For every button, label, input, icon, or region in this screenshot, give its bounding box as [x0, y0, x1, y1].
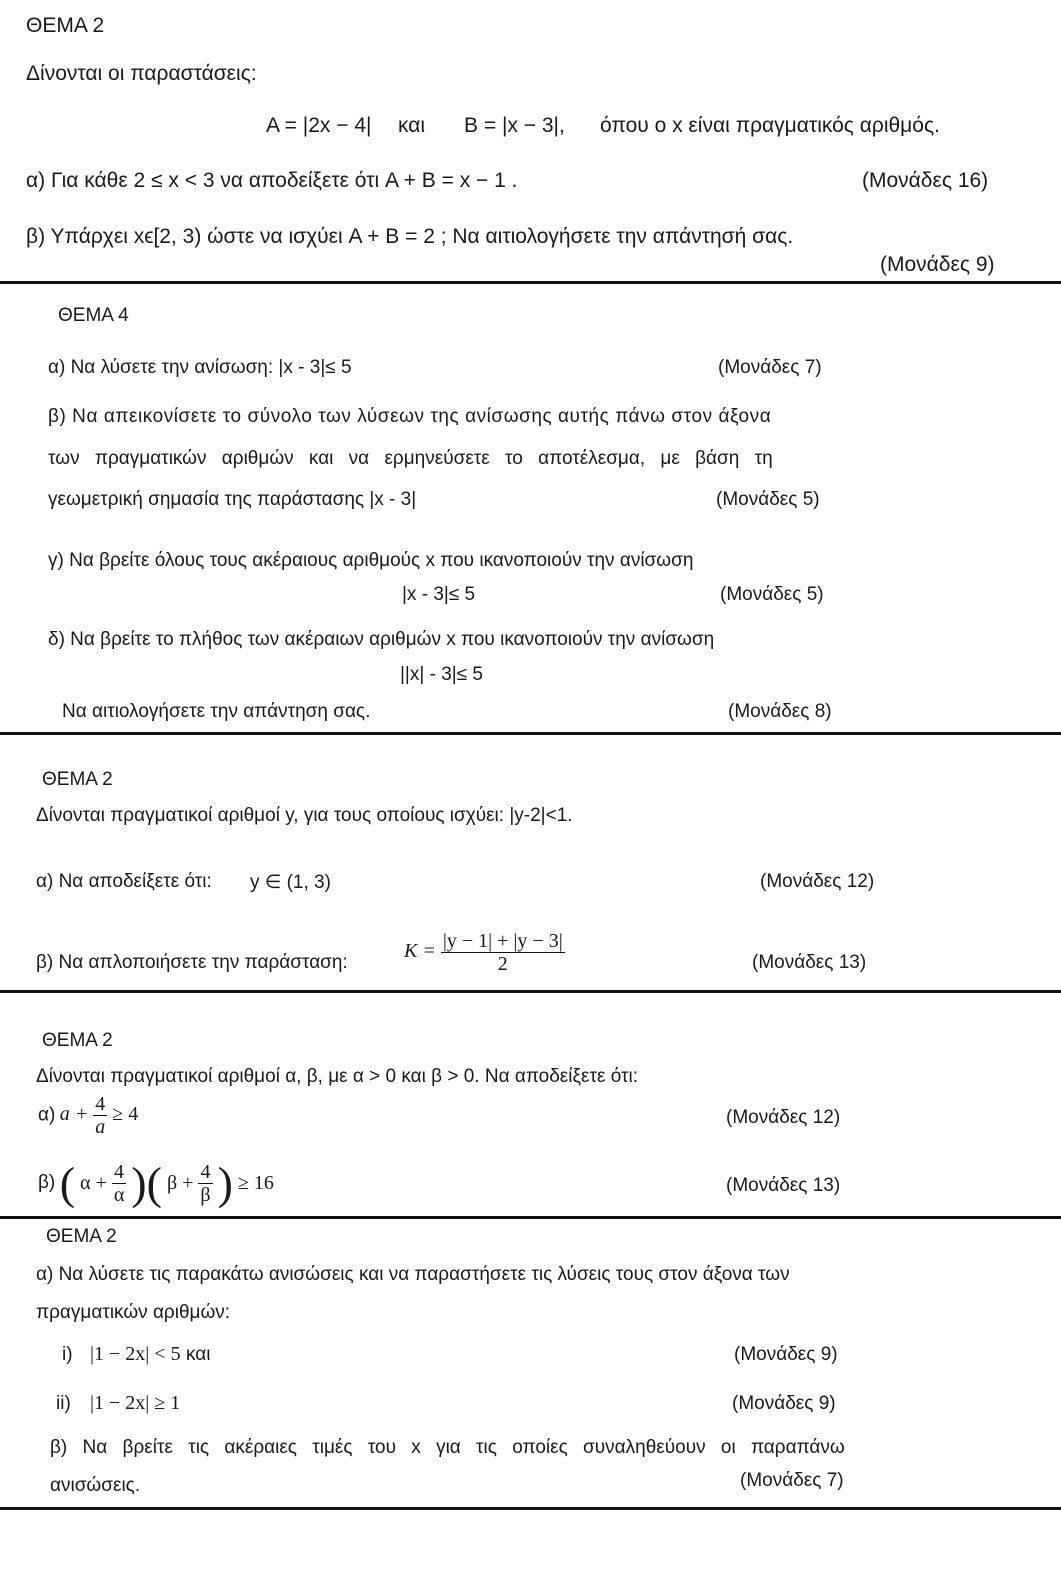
- block2-question-b-line3: γεωμετρική σημασία της παράστασης |x - 3|: [48, 489, 417, 510]
- block2-question-d-marks: (Μονάδες 8): [728, 701, 832, 722]
- block2-question-c-marks: (Μονάδες 5): [720, 584, 824, 605]
- block4-question-a-formula: [38, 1093, 138, 1138]
- block1-expr-a: A = |2x − 4|: [266, 114, 372, 137]
- block1-title: ΘΕΜΑ 2: [26, 14, 105, 37]
- block1-expr-b: B = |x − 3|,: [464, 114, 565, 137]
- block5-question-a-line1: α) Να λύσετε τις παρακάτω ανισώσεις και να παραστήσετε τις λύσεις τους στον άξονα των: [36, 1264, 790, 1285]
- block5-question-a-line2: πραγματικών αριθμών:: [36, 1302, 231, 1323]
- fraction-denominator: 2: [497, 953, 508, 975]
- fraction-numerator: 4: [95, 1093, 106, 1115]
- block1-question-a: α) Για κάθε 2 ≤ x < 3 να αποδείξετε ότι A + B = x − 1 .: [26, 169, 518, 192]
- block5-item-i-expr: |1 − 2x| < 5: [90, 1343, 181, 1365]
- block5-question-b-marks: (Μονάδες 7): [740, 1470, 844, 1491]
- fraction-numerator: 4: [198, 1161, 212, 1184]
- block3-question-a: α) Να αποδείξετε ότι:: [36, 871, 212, 892]
- block3-question-b-marks: (Μονάδες 13): [752, 952, 867, 973]
- block5-question-b-line1: β) Να βρείτε τις ακέραιες τιμές του x για τις οποίες συναληθεύουν οι παραπάνω: [50, 1437, 845, 1458]
- block1-question-a-marks: (Μονάδες 16): [862, 169, 989, 192]
- block2-question-a-marks: (Μονάδες 7): [718, 357, 822, 378]
- block2-question-c-line1: γ) Να βρείτε όλους τους ακέραιους αριθμούς x που ικανοποιούν την ανίσωση: [48, 550, 694, 571]
- block5-item-i-marks: (Μονάδες 9): [734, 1344, 838, 1365]
- formula-lhs: a +: [59, 1103, 89, 1126]
- block2-question-b-line2: των πραγματικών αριθμών και να ερμηνεύσετε το αποτέλεσμα, με βάση τη: [48, 448, 773, 469]
- block4-question-b-formula: β) ( α + $\frac{4}{\alpha}$ )( β + $\frac{4}{\beta}$ ) ≥ 16: [38, 1157, 274, 1208]
- block5-item-ii-label: ii): [56, 1393, 71, 1414]
- block5-item-ii-marks: (Μονάδες 9): [732, 1393, 836, 1414]
- block4-question-b-marks: (Μονάδες 13): [726, 1175, 841, 1196]
- divider: [0, 1216, 1061, 1219]
- formula-fraction: [198, 1161, 212, 1206]
- fraction-denominator: α: [113, 1183, 125, 1206]
- formula-lhs: K =: [404, 940, 436, 963]
- block4-title: ΘΕΜΑ 2: [42, 1030, 113, 1051]
- formula-rhs: ≥ 4: [112, 1103, 139, 1126]
- paren1-lhs: α +: [80, 1171, 107, 1194]
- block5-item-ii-expr: |1 − 2x| ≥ 1: [90, 1392, 181, 1414]
- block3-question-a-expr: y ∈ (1, 3): [250, 872, 331, 893]
- label: α): [38, 1104, 56, 1126]
- formula-fraction: [441, 930, 565, 975]
- block5-question-b-line2: ανισώσεις.: [50, 1475, 141, 1496]
- block2-question-a: α) Να λύσετε την ανίσωση: |x - 3|≤ 5: [48, 357, 352, 378]
- block5-title: ΘΕΜΑ 2: [46, 1226, 117, 1247]
- divider: [0, 281, 1061, 284]
- block2-question-d-line3: Να αιτιολογήσετε την απάντηση σας.: [62, 701, 371, 722]
- block2-question-b-line1: β) Να απεικονίσετε το σύνολο των λύσεων της ανίσωσης αυτής πάνω στον άξονα: [48, 406, 772, 427]
- block2-title: ΘΕΜΑ 4: [58, 305, 129, 326]
- block2-question-d-expr: ||x| - 3|≤ 5: [400, 664, 483, 685]
- label: β): [38, 1172, 56, 1193]
- block1-joiner: και: [398, 114, 426, 137]
- block3-question-b: β) Να απλοποιήσετε την παράσταση:: [36, 952, 348, 973]
- formula-rhs: ≥ 16: [237, 1171, 274, 1194]
- formula-fraction: [93, 1093, 107, 1138]
- block1-question-b-marks: (Μονάδες 9): [880, 253, 995, 276]
- fraction-denominator: a: [95, 1116, 106, 1138]
- block3-title: ΘΕΜΑ 2: [42, 769, 113, 790]
- block3-question-a-marks: (Μονάδες 12): [760, 871, 875, 892]
- block1-question-b: β) Υπάρχει xϵ[2, 3) ώστε να ισχύει A + B = 2 ; Να αιτιολογήσετε την απάντησή σας.: [26, 225, 794, 248]
- paren2-lhs: β +: [166, 1171, 194, 1194]
- block2-question-c-expr: |x - 3|≤ 5: [402, 584, 476, 605]
- block1-intro: Δίνονται οι παραστάσεις:: [26, 62, 257, 85]
- block5-item-i-joiner: και: [186, 1344, 211, 1365]
- divider: [0, 1507, 1061, 1510]
- block3-intro: Δίνονται πραγματικοί αριθμοί y, για τους οποίους ισχύει: |y-2|<1.: [36, 805, 573, 826]
- block4-intro: Δίνονται πραγματικοί αριθμοί α, β, με α > 0 και β > 0. Να αποδείξετε ότι:: [36, 1066, 639, 1087]
- fraction-numerator: 4: [112, 1161, 126, 1184]
- block3-question-b-formula: [404, 930, 565, 975]
- fraction-denominator: β: [200, 1183, 211, 1206]
- block2-question-b-marks: (Μονάδες 5): [716, 489, 820, 510]
- divider: [0, 990, 1061, 993]
- divider: [0, 732, 1061, 735]
- fraction-numerator: |y − 1| + |y − 3|: [442, 930, 563, 952]
- block1-expr-note: όπου ο x είναι πραγματικός αριθμός.: [600, 114, 940, 137]
- formula-fraction: [112, 1161, 126, 1206]
- block2-question-d-line1: δ) Να βρείτε το πλήθος των ακέραιων αριθμών x που ικανοποιούν την ανίσωση: [48, 629, 715, 650]
- block5-item-i-label: i): [62, 1344, 73, 1365]
- block4-question-a-marks: (Μονάδες 12): [726, 1107, 841, 1128]
